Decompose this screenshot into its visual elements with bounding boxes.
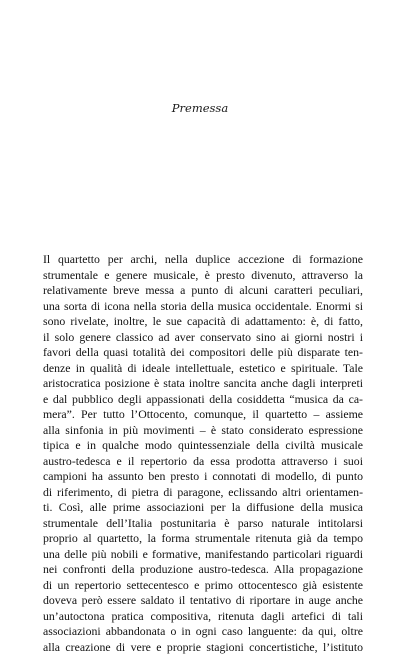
text-line: una sorta di icona nella storia della musica occidentale. Enormi si (43, 299, 363, 315)
text-line: denze in qualità di ideale intellettuale, estetico e spirituale. Tale (43, 361, 363, 377)
text-line: di un repertorio settecentesco e primo ottocentesco già esistente (43, 578, 363, 594)
text-line: strumentale e genere musicale, è presto divenuto, attraverso la (43, 268, 363, 284)
text-line: proprio al quartetto, la forma strumentale ritenuta già da tempo (43, 531, 363, 547)
text-line: austro-tedesca e il repertorio da essa prodotta attraverso i suoi (43, 454, 363, 470)
text-line: doveva però essere saldato il tentativo di riportare in auge anche (43, 593, 363, 609)
text-line: alla creazione di vere e proprie stagioni concertistiche, l’istituto (43, 640, 363, 655)
text-line: ti. Così, alle prime associazioni per la diffusione della musica (43, 500, 363, 516)
text-line: Il quartetto per archi, nella duplice accezione di formazione (43, 252, 363, 268)
text-line: favori della quasi totalità dei compositori delle più disparate ten- (43, 345, 363, 361)
text-line: e dal pubblico degli appassionati della cosiddetta “musica da ca- (43, 392, 363, 408)
text-line: aristocratica posizione è stata inoltre sancita anche dagli interpreti (43, 376, 363, 392)
text-line: di riferimento, di pietra di paragone, eclissando altri orientamen- (43, 485, 363, 501)
text-line: una delle più nobili e formative, manifestando particolari riguardi (43, 547, 363, 563)
text-line: nei confronti della produzione austro-tedesca. Alla propagazione (43, 562, 363, 578)
text-line: strumentale dell’Italia postunitaria è parso naturale intitolarsi (43, 516, 363, 532)
text-line: un’autoctona pratica compositiva, ritenuta dagli artefici di tali (43, 609, 363, 625)
text-line: relativamente breve messa a punto di alcuni caratteri peculiari, (43, 283, 363, 299)
chapter-heading: Premessa (0, 101, 400, 115)
text-line: associazioni abbandonata o in ogni caso languente: da qui, oltre (43, 624, 363, 640)
text-line: il solo genere classico ad aver conservato sino ai giorni nostri i (43, 330, 363, 346)
body-text (43, 252, 363, 655)
text-line: sono rivelate, inoltre, le sue capacità di adattamento: è, di fatto, (43, 314, 363, 330)
text-line: tipica e in qualche modo quintessenziale della civiltà musicale (43, 438, 363, 454)
text-line: campioni ha assunto ben presto i connotati di modello, di punto (43, 469, 363, 485)
text-line: mera”. Per tutto l’Ottocento, comunque, il quartetto – assieme (43, 407, 363, 423)
text-line: alla sinfonia in più movimenti – è stato considerato espressione (43, 423, 363, 439)
